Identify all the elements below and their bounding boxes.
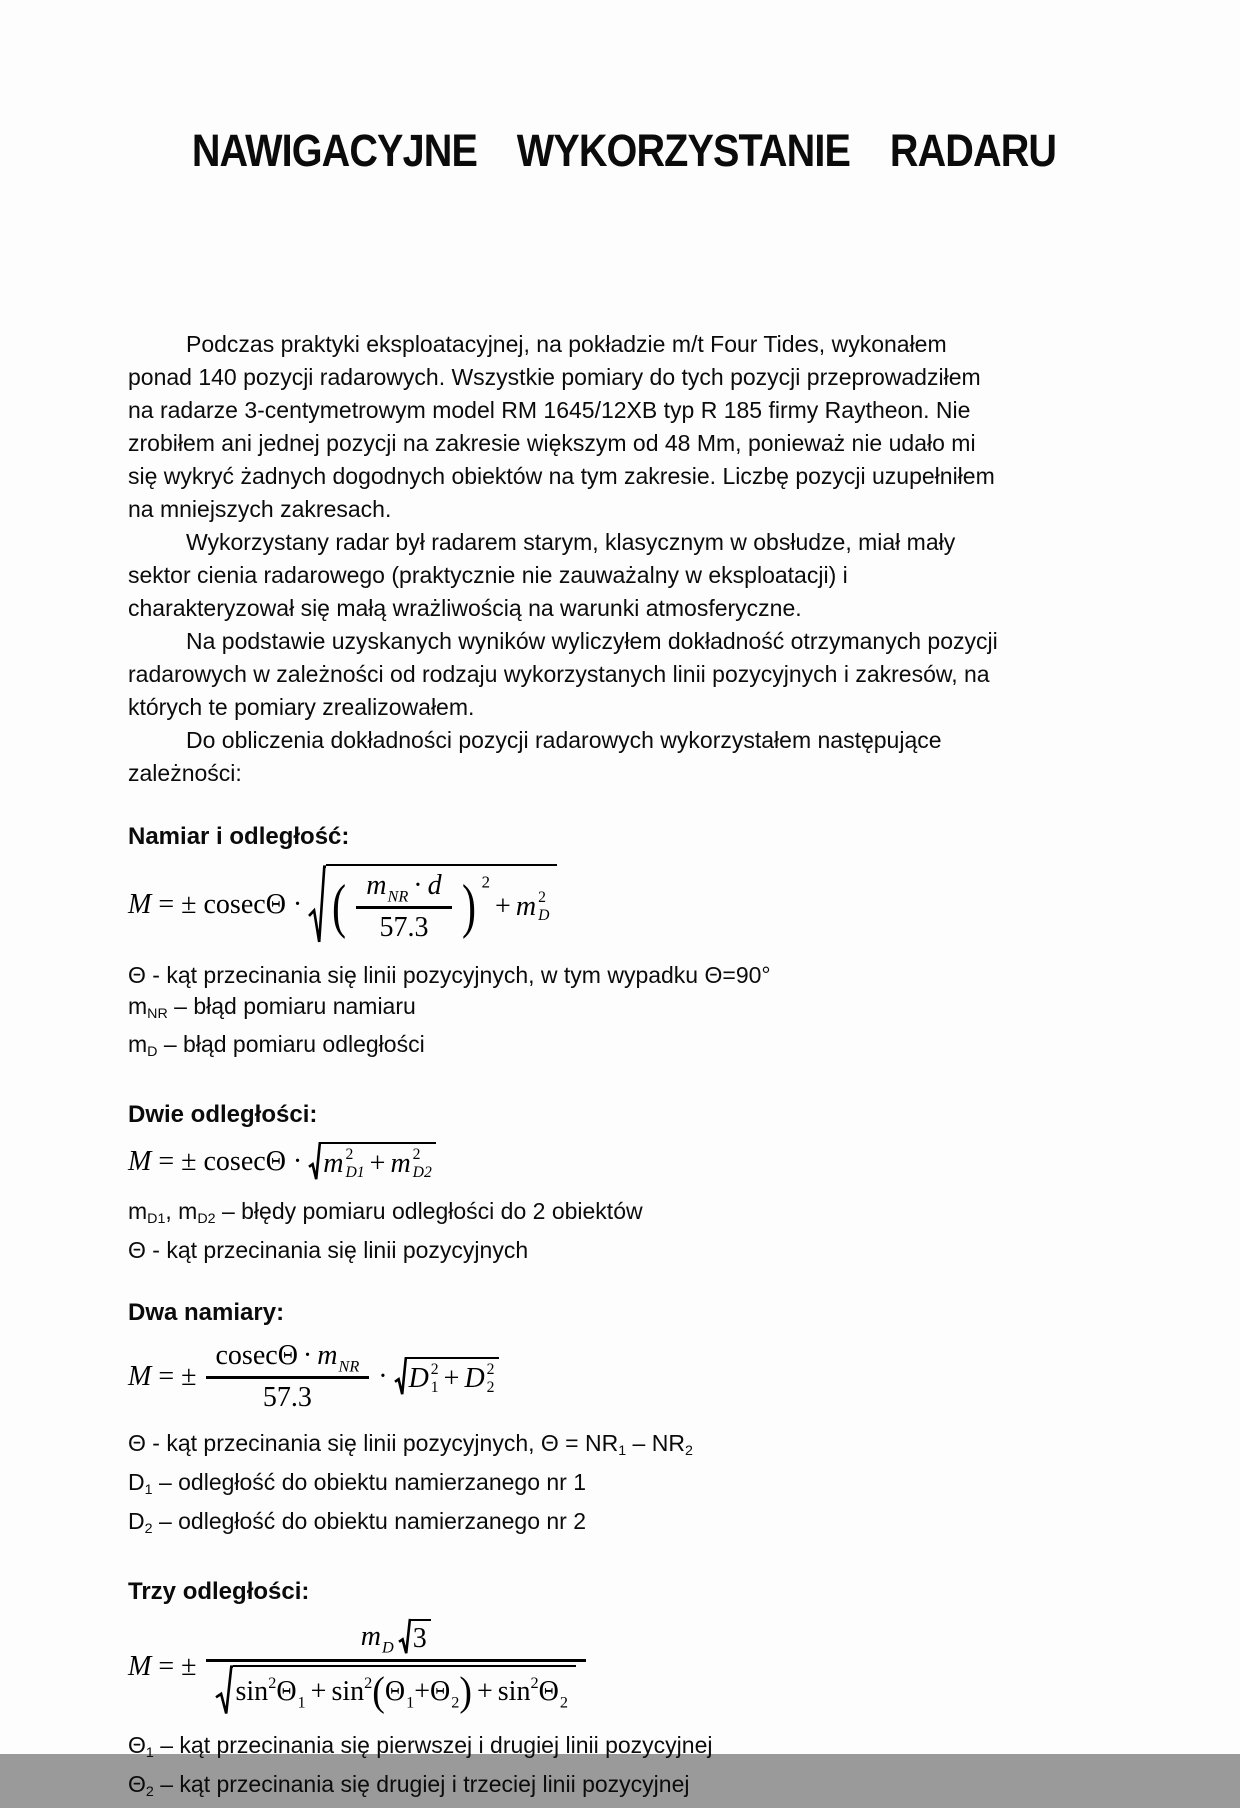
definition-theta: Θ - kąt przecinania się linii pozycyjnych, w tym wypadku Θ=90°	[128, 961, 771, 988]
cdot: ·	[302, 1339, 313, 1371]
text-line: na mniejszych zakresach.	[128, 495, 392, 522]
sin-squared-theta1: sin 2 Θ 1	[235, 1673, 306, 1712]
close-paren: )	[461, 872, 476, 940]
formula-namiar-odleglosc	[128, 864, 1120, 946]
plus-sign: +	[369, 1148, 386, 1180]
square-root	[395, 1357, 499, 1396]
formula-lhs: M	[128, 1146, 152, 1178]
body-text	[128, 328, 1120, 790]
definition-theta: Θ - kąt przecinania się linii pozycyjnych	[128, 1236, 529, 1263]
plus-sign: +	[310, 1676, 327, 1708]
definition-theta2: Θ2 – kąt przecinania się drugiej i trzeciej linii pozycyjnej	[128, 1770, 690, 1800]
radical-icon	[216, 1665, 233, 1716]
plus-minus-sign: ±	[181, 1360, 197, 1392]
section-heading: Dwa namiary:	[128, 1298, 285, 1326]
plus-minus-sign: ±	[181, 1651, 197, 1683]
denominator: 57.3	[356, 906, 451, 944]
section-heading: Dwie odległości:	[128, 1101, 318, 1129]
definition-theta-nr: Θ - kąt przecinania się linii pozycyjnych, Θ = NR1 – NR2	[128, 1429, 693, 1459]
plus-sign: +	[476, 1676, 493, 1708]
definition-theta1: Θ1 – kąt przecinania się pierwszej i drugiej linii pozycyjnej	[128, 1731, 713, 1761]
m-d1-squared: m 2 D1	[323, 1146, 365, 1182]
paragraph-1	[128, 328, 1120, 526]
theta-symbol: Θ	[265, 1146, 286, 1178]
formula-lhs: M	[128, 888, 152, 920]
square-root	[216, 1665, 576, 1716]
plus-sign: +	[495, 890, 511, 922]
text-line: zrobiłem ani jednej pozycji na zakresie większym od 48 Mm, ponieważ nie udało mi	[128, 429, 976, 456]
equals-sign: =	[158, 1360, 175, 1392]
theta-symbol: Θ	[276, 1676, 297, 1708]
section-namiar-i-odleglosc	[128, 822, 1120, 1069]
theta-symbol: Θ	[430, 1676, 451, 1708]
theta-symbol: Θ	[265, 888, 286, 920]
square-root-of-three: 3	[399, 1619, 431, 1655]
m-d2-squared: m 2 D2	[390, 1146, 432, 1182]
equals-sign: =	[158, 1651, 175, 1683]
fraction	[356, 870, 451, 944]
sin-squared-theta1-plus-theta2: sin 2 ( Θ 1 + Θ 2 )	[331, 1668, 472, 1716]
close-paren: )	[459, 1668, 472, 1716]
definition-md1-md2: mD1, mD2 – błędy pomiaru odległości do 2 obiektów	[128, 1197, 643, 1227]
m-d: m D	[360, 1620, 394, 1657]
cosec-theta: cosec Θ	[203, 888, 286, 920]
definition-d1: D1 – odległość do obiektu namierzanego nr 1	[128, 1468, 587, 1498]
sin-squared-theta2: sin 2 Θ 2	[497, 1673, 568, 1712]
paragraph-4	[128, 724, 1120, 790]
theta-symbol: Θ	[384, 1676, 406, 1708]
paragraph-3	[128, 625, 1120, 724]
text-line: ponad 140 pozycji radarowych. Wszystkie pomiary do tych pozycji przeprowadziłem	[128, 363, 981, 390]
fraction	[206, 1619, 586, 1716]
open-paren: (	[372, 1668, 385, 1716]
equals-sign: =	[158, 888, 175, 920]
theta-symbol: Θ	[538, 1676, 559, 1708]
section-dwa-namiary	[128, 1298, 1120, 1545]
d1-squared: D 2 1	[408, 1361, 439, 1396]
text-line: Na podstawie uzyskanych wyników wyliczyłem dokładność otrzymanych pozycji	[186, 627, 998, 654]
cdot: ·	[413, 869, 423, 901]
section-heading: Trzy odległości:	[128, 1577, 310, 1605]
formula-lhs: M	[128, 1651, 152, 1683]
text-line: Podczas praktyki eksploatacyjnej, na pokładzie m/t Four Tides, wykonałem	[186, 330, 947, 357]
text-line: Do obliczenia dokładności pozycji radarowych wykorzystałem następujące	[186, 726, 942, 753]
text-line: zależności:	[128, 759, 242, 786]
cdot: ·	[292, 888, 303, 920]
section-dwie-odleglosci	[128, 1100, 1120, 1265]
plus-minus-sign: ±	[181, 888, 197, 920]
m-nr: m NR	[366, 869, 409, 906]
square-root	[309, 864, 557, 946]
formula-lhs: M	[128, 1360, 152, 1392]
theta-symbol: Θ	[277, 1339, 298, 1371]
formula-dwa-namiary	[128, 1340, 1120, 1414]
cdot: ·	[292, 1146, 303, 1178]
plus-sign: +	[443, 1362, 460, 1394]
definition-mnr: mNR – błąd pomiaru namiaru	[128, 992, 416, 1022]
cosec-theta: cosec Θ	[203, 1146, 286, 1178]
radical-icon	[309, 1142, 321, 1181]
formula-dwie-odleglosci	[128, 1142, 1120, 1181]
radical-icon	[399, 1619, 411, 1655]
page-title: NAWIGACYJNE WYKORZYSTANIE RADARU	[191, 125, 1057, 176]
definition-d2: D2 – odległość do obiektu namierzanego nr 2	[128, 1507, 587, 1537]
open-paren: (	[332, 872, 347, 940]
m-d-squared: m 2 D	[515, 888, 550, 924]
denominator	[206, 1659, 586, 1716]
formula-trzy-odleglosci	[128, 1619, 1120, 1716]
section-heading: Namiar i odległość:	[128, 822, 350, 850]
denominator: 57.3	[206, 1376, 370, 1414]
square-root	[309, 1142, 436, 1181]
text-line: Wykorzystany radar był radarem starym, klasycznym w obsłudze, miał mały	[186, 528, 956, 555]
radical-icon	[309, 864, 326, 946]
text-line: radarowych w zależności od rodzaju wykorzystanych linii pozycyjnych i zakresów, na	[128, 660, 990, 687]
d-var: d	[427, 869, 442, 901]
definition-md: mD – błąd pomiaru odległości	[128, 1031, 425, 1061]
fraction	[206, 1340, 370, 1414]
exponent: 2	[481, 872, 491, 892]
text-line: się wykryć żadnych dogodnych obiektów na tym zakresie. Liczbę pozycji uzupełniłem	[128, 462, 995, 489]
cdot: ·	[378, 1360, 388, 1392]
text-line: charakteryzował się małą wrażliwością na warunki atmosferyczne.	[128, 594, 802, 621]
m-nr: m NR	[317, 1339, 360, 1376]
plus-minus-sign: ±	[181, 1146, 197, 1178]
text-line: sektor cienia radarowego (praktycznie nie zauważalny w eksploatacji) i	[128, 561, 848, 588]
paragraph-2	[128, 526, 1120, 625]
text-line: na radarze 3-centymetrowym model RM 1645/12XB typ R 185 firmy Raytheon. Nie	[128, 396, 971, 423]
radical-icon	[395, 1357, 407, 1396]
cosec-theta: cosec Θ	[215, 1339, 298, 1371]
equals-sign: =	[158, 1146, 175, 1178]
text-line: których te pomiary zrealizowałem.	[128, 693, 475, 720]
d2-squared: D 2 2	[464, 1361, 495, 1396]
section-trzy-odleglosci	[128, 1577, 1120, 1808]
